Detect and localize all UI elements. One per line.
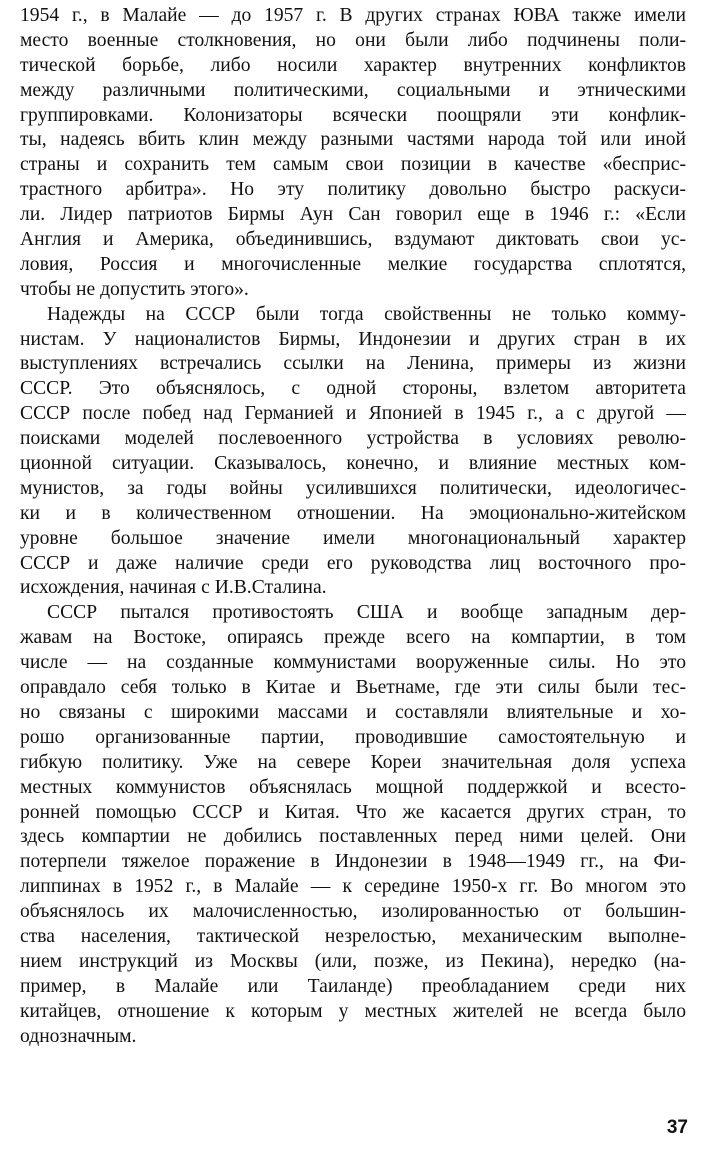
text-line: жавам на Востоке, опираясь прежде всего на компартии, в том <box>20 627 686 649</box>
text-line: ционной ситуации. Сказывалось, конечно, и влияние местных ком- <box>20 453 686 475</box>
text-line: группировками. Колонизаторы всячески поощряли эти конфлик- <box>20 104 686 126</box>
text-line: но связаны с широкими массами и составляли влиятельные и хо- <box>20 701 686 723</box>
text-line: тической борьбе, либо носили характер внутренних конфликтов <box>20 54 686 76</box>
text-line: между различными политическими, социальными и этническими <box>20 79 686 101</box>
text-line: однозначным. <box>20 1025 137 1047</box>
text-line: ты, надеясь вбить клин между разными частями народа той или иной <box>20 129 686 151</box>
text-line: нием инструкций из Москвы (или, позже, из Пекина), нередко (на- <box>20 950 686 972</box>
text-line: потерпели тяжелое поражение в Индонезии в 1948—1949 гг., на Фи- <box>20 851 686 873</box>
text-line: выступлениях встречались ссылки на Ленина, примеры из жизни <box>20 353 686 375</box>
text-line: оправдало себя только в Китае и Вьетнаме, где эти силы были тес- <box>20 677 686 699</box>
text-line: уровне большое значение имели многонациональный характер <box>20 527 686 549</box>
text-line: числе — на созданные коммунистами вооруженные силы. Но это <box>20 652 686 674</box>
text-line: здесь компартии не добились поставленных перед ними целей. Они <box>20 826 686 848</box>
text-line: рошо организованные партии, проводившие самостоятельную и <box>20 726 686 748</box>
text-line: Англия и Америка, объединившись, вздумают диктовать свои ус- <box>20 229 686 251</box>
text-line: нистам. У националистов Бирмы, Индонезии и других стран в их <box>20 328 686 350</box>
text-line: ронней помощью СССР и Китая. Что же касается других стран, то <box>20 801 686 823</box>
text-line: липпинах в 1952 г., в Малайе — к середине 1950-х гг. Во многом это <box>20 876 686 898</box>
text-line: гибкую политику. Уже на севере Кореи значительная доля успеха <box>20 751 686 773</box>
text-line: ки и в количественном отношении. На эмоционально-житейском <box>20 502 686 524</box>
text-line: СССР после побед над Германией и Японией в 1945 г., а с другой — <box>20 403 686 425</box>
text-line: ли. Лидер патриотов Бирмы Аун Сан говорил еще в 1946 г.: «Если <box>20 204 686 226</box>
paragraph-first-line: СССР пытался противостоять США и вообще западным дер- <box>47 602 686 624</box>
text-line: исхождения, начиная с И.В.Сталина. <box>20 577 327 599</box>
text-line: СССР и даже наличие среди его руководства лиц восточного про- <box>20 552 686 574</box>
text-line: место военные столкновения, но они были либо подчинены поли- <box>20 29 686 51</box>
text-line: китайцев, отношение к которым у местных жителей не всегда было <box>20 1000 686 1022</box>
text-line: объяснялось их малочисленностью, изолированностью от большин- <box>20 901 686 923</box>
paragraph-first-line: Надежды на СССР были тогда свойственны не только комму- <box>47 303 686 325</box>
text-line: чтобы не допустить этого». <box>20 278 249 300</box>
text-line: СССР. Это объяснялось, с одной стороны, взлетом авторитета <box>20 378 686 400</box>
text-line: местных коммунистов объяснялась мощной поддержкой и всесто- <box>20 776 686 798</box>
body-text <box>20 4 686 1049</box>
text-line: трастного арбитра». Но эту политику довольно быстро раскуси- <box>20 179 686 201</box>
page-number: 37 <box>666 1117 688 1138</box>
text-line: пример, в Малайе или Таиланде) преобладанием среди них <box>20 975 686 997</box>
text-line: ства населения, тактической незрелостью, механическим выполне- <box>20 925 686 947</box>
text-line: 1954 г., в Малайе — до 1957 г. В других странах ЮВА также имели <box>20 5 686 26</box>
text-line: ловия, Россия и многочисленные мелкие государства сплотятся, <box>20 253 686 275</box>
text-line: мунистов, за годы войны усилившихся политически, идеологичес- <box>20 477 686 499</box>
text-line: поисками моделей послевоенного устройства в условиях револю- <box>20 428 686 450</box>
text-line: страны и сохранить тем самым свои позиции в качестве «бесприс- <box>20 154 686 176</box>
